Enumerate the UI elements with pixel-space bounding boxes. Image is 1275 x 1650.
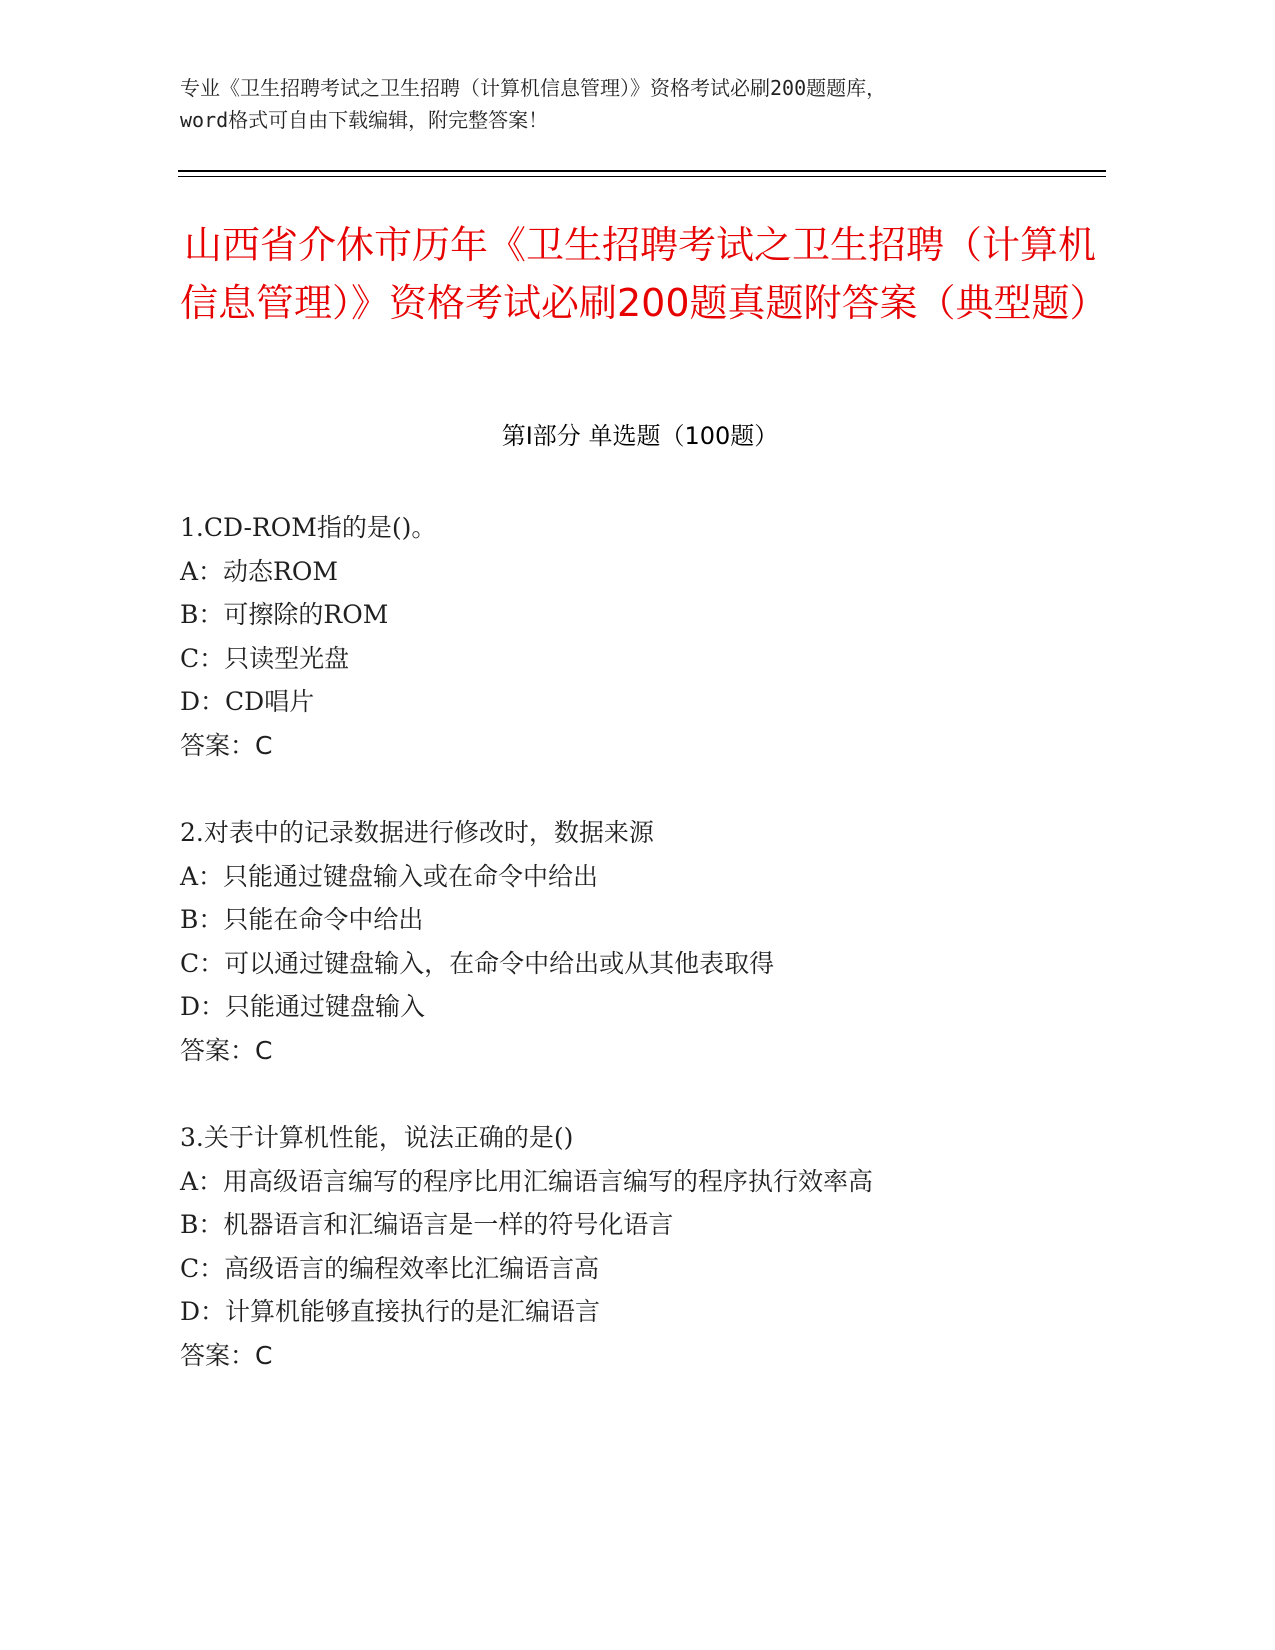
header-note-line-1: 专业《卫生招聘考试之卫生招聘（计算机信息管理）》资格考试必刷200题题库，	[180, 76, 887, 100]
header-note-line-2: word格式可自由下载编辑，附完整答案！	[180, 108, 549, 132]
option-a: A：只能通过键盘输入或在命令中给出	[180, 861, 599, 891]
answer-line: 答案：C	[180, 1035, 273, 1065]
header-note	[180, 72, 1080, 136]
option-a: A：用高级语言编写的程序比用汇编语言编写的程序执行效率高	[180, 1166, 874, 1196]
question-stem: 3.关于计算机性能，说法正确的是()	[180, 1123, 574, 1152]
question-stem: 2.对表中的记录数据进行修改时，数据来源	[180, 818, 654, 847]
option-d: D：计算机能够直接执行的是汇编语言	[180, 1297, 601, 1326]
option-d: D：CD唱片	[180, 687, 315, 716]
option-a: A：动态ROM	[180, 556, 338, 586]
option-d: D：只能通过键盘输入	[180, 992, 426, 1021]
question-stem: 1.CD-ROM指的是()。	[180, 513, 437, 542]
header-divider-thick	[178, 170, 1106, 172]
question-3	[180, 1116, 1080, 1377]
document-title: 山西省介休市历年《卫生招聘考试之卫生招聘（计算机信息管理）》资格考试必刷200题真题附答案（典型题）	[180, 223, 1108, 325]
question-2	[180, 811, 1080, 1072]
option-c: C：可以通过键盘输入，在命令中给出或从其他表取得	[180, 948, 775, 978]
option-b: B：只能在命令中给出	[180, 905, 424, 934]
option-b: B：可擦除的ROM	[180, 600, 389, 629]
section-title: 第I部分 单选题（100题）	[501, 422, 779, 450]
option-b: B：机器语言和汇编语言是一样的符号化语言	[180, 1210, 674, 1239]
answer-line: 答案：C	[180, 730, 273, 760]
answer-line: 答案：C	[180, 1340, 273, 1370]
question-1	[180, 506, 1080, 767]
header-divider-thin	[178, 176, 1106, 177]
option-c: C：高级语言的编程效率比汇编语言高	[180, 1253, 600, 1283]
option-c: C：只读型光盘	[180, 643, 350, 673]
